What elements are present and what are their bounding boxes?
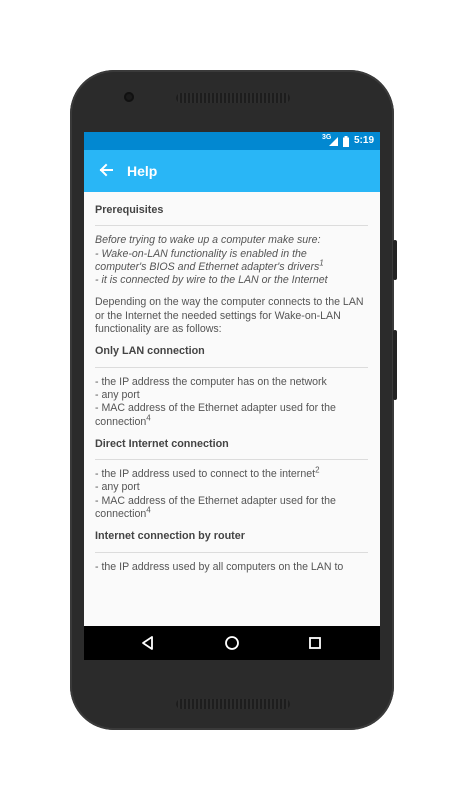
navigation-bar [84,626,380,660]
footnote-ref: 4 [146,413,151,423]
divider [95,459,368,460]
text-line: connection$^4$ [95,413,151,428]
divider [95,552,368,553]
text-line: connection$^4$ [95,505,151,521]
text-line: - the IP address used by all computers on the LAN to [95,560,344,573]
network-indicator: 3G [322,134,332,141]
clock: 5:19 [354,135,375,146]
footnote-ref: 1 [319,258,324,268]
settings-list [95,465,369,521]
nav-home-icon[interactable] [221,632,243,654]
top-speaker [176,93,290,103]
text-line: computer's BIOS and Ethernet adapter's drivers$^1$ [95,258,324,273]
front-camera [124,92,134,102]
footnote-ref: 4 [146,505,151,515]
text-line: - any port [95,481,140,494]
status-bar [84,132,380,150]
signal-icon [329,137,338,146]
text-line: - it is connected by wire to the LAN or the Internet [95,274,328,287]
help-content[interactable] [84,192,380,626]
text-line: - the IP address used to connect to the internet$^2$ [95,465,320,481]
text-line: Before trying to wake up a computer make sure: [95,234,321,247]
text-line: - MAC address of the Ethernet adapter used for the [95,402,336,415]
app-bar [84,150,380,192]
divider [95,367,368,368]
battery-icon [343,136,349,147]
text-line: - any port [95,388,140,401]
back-arrow-icon[interactable] [96,160,116,180]
prerequisites-list [95,234,369,287]
section-heading: Internet connection by router [95,530,245,543]
section-heading: Prerequisites [95,204,164,216]
screen [84,132,380,660]
settings-list [95,561,369,574]
text-line: - Wake-on-LAN functionality is enabled in the [95,247,307,260]
page-title: Help [127,163,158,179]
intro-paragraph: Depending on the way the computer connects to the LAN or the Internet the needed settings for Wake-on-LAN functionality are as follows: [95,296,364,336]
settings-list [95,376,369,429]
volume-button [393,330,397,400]
text-line: - MAC address of the Ethernet adapter used for the [95,494,336,507]
nav-back-icon[interactable] [137,632,159,654]
section-heading: Direct Internet connection [95,437,229,450]
text-line: - the IP address the computer has on the network [95,375,327,388]
footnote-ref: 2 [315,465,320,475]
bottom-speaker [176,699,290,709]
nav-recents-icon[interactable] [304,632,326,654]
divider [95,225,368,226]
power-button [393,240,397,280]
section-heading: Only LAN connection [95,345,205,358]
